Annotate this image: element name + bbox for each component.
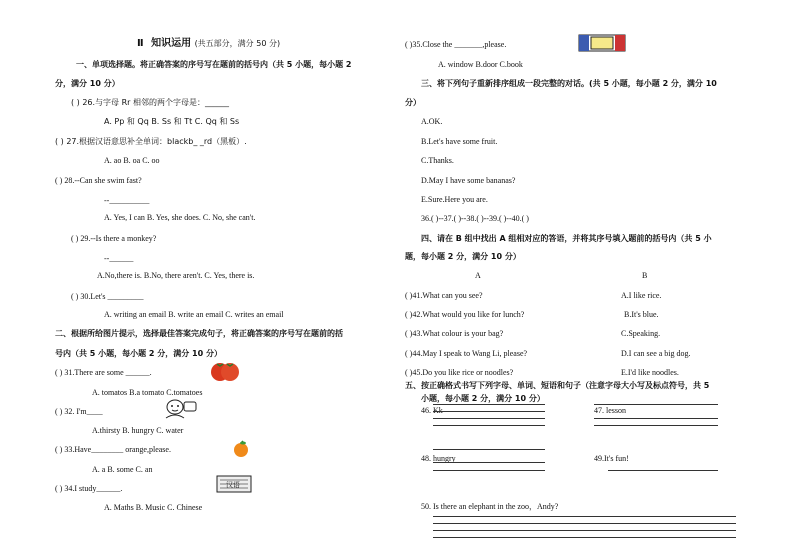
writing-line: [433, 537, 736, 538]
writing-line: [433, 411, 545, 412]
writing-line: [594, 404, 718, 405]
thirsty-child-icon: [160, 398, 198, 420]
q26-text: ( ) 26.与字母 Rr 相邻的两个字母是：______: [71, 98, 229, 107]
part3-line-b: B.Let's have some fruit.: [421, 137, 498, 146]
writing-line: [433, 516, 736, 517]
part3-heading: 三、将下列句子重新排序组成一段完整的对话。(共 5 小题，每小题 2 分，满分 10: [421, 79, 717, 88]
window-icon: [578, 33, 626, 53]
q27-text: ( ) 27.根据汉语意思补全单词：blackb_ _rd（黑板）.: [55, 137, 247, 146]
q30-text: ( ) 30.Let's _________: [71, 292, 144, 301]
writing-line: [594, 418, 718, 419]
q28-text: ( ) 28.--Can she swim fast?: [55, 176, 142, 185]
q29-text: ( ) 29.--Is there a monkey?: [71, 234, 157, 243]
answer-b: B.It's blue.: [624, 310, 659, 319]
q30-options: A. writing an email B. write an email C. writes an email: [104, 310, 284, 319]
q42-text: ( )42.What would you like for lunch?: [405, 310, 525, 319]
part3-heading-cont: 分）: [405, 98, 421, 107]
answer-e: E.I'd like noodles.: [621, 368, 679, 377]
q45-text: ( )45.Do you like rice or noodles?: [405, 368, 514, 377]
q32-options: A.thirsty B. hungry C. water: [92, 426, 184, 435]
q31-text: ( ) 31.There are some ______.: [55, 368, 152, 377]
answer-d: D.I can see a big dog.: [621, 349, 691, 358]
q26-options: A. Pp 和 Qq B. Ss 和 Tt C. Qq 和 Ss: [104, 117, 240, 126]
part2-heading-cont: 号内（共 5 小题，每小题 2 分，满分 10 分）: [55, 349, 222, 358]
part4-col-b: B: [642, 271, 648, 280]
q46-text: 46. Kk: [421, 406, 443, 415]
q34-text: ( ) 34.I study______.: [55, 484, 123, 493]
writing-line: [608, 470, 718, 471]
answer-c: C.Speaking.: [621, 329, 661, 338]
q48-text: 48. hungry: [421, 454, 456, 463]
q33-text: ( ) 33.Have________ orange,please.: [55, 445, 171, 454]
q32-text: ( ) 32. I'm____: [55, 407, 103, 416]
part4-heading: 四、请在 B 组中找出 A 组相对应的答语，并将其序号填入题前的括号内（共 5 小: [421, 234, 712, 243]
book-label: 汉语: [226, 481, 240, 489]
section-title: [137, 39, 280, 49]
writing-line: [433, 470, 545, 471]
writing-line: [433, 523, 736, 524]
q29-blank: --______: [104, 254, 134, 263]
writing-line: [433, 425, 545, 426]
orange-icon: [232, 440, 250, 458]
q44-text: ( )44.May I speak to Wang Li, please?: [405, 349, 528, 358]
writing-line: [433, 404, 545, 405]
q28-blank: --__________: [104, 196, 150, 205]
part2-heading: 二、根据所给图片提示，选择最佳答案完成句子，将正确答案的序号写在题前的括: [55, 329, 343, 338]
chinese-book-icon: [216, 474, 252, 494]
writing-line: [594, 425, 718, 426]
writing-line: [433, 530, 736, 531]
part1-heading: 一、单项选择题。将正确答案的序号写在题前的括号内（共 5 小题，每小题 2: [76, 60, 352, 69]
part3-line-d: D.May I have some bananas?: [421, 176, 516, 185]
q47-text: 47. lesson: [594, 406, 626, 415]
part1-heading-cont: 分，满分 10 分）: [55, 79, 120, 88]
section-name: 知识运用: [151, 38, 192, 49]
section-score: (共五部分，满分 50 分): [194, 39, 281, 48]
q33-options: A. a B. some C. an: [92, 465, 153, 474]
writing-line: [433, 449, 545, 450]
part3-line-c: C.Thanks.: [421, 156, 454, 165]
answer-a: A.I like rice.: [621, 291, 662, 300]
q41-text: ( )41.What can you see?: [405, 291, 483, 300]
part3-line-a: A.OK.: [421, 117, 443, 126]
section-numeral: Ⅱ: [137, 38, 144, 49]
q27-options: A. ao B. oa C. oo: [104, 156, 160, 165]
q35-options: A. window B.door C.book: [438, 60, 523, 69]
q49-text: 49.It's fun!: [594, 454, 629, 463]
q28-options: A. Yes, I can B. Yes, she does. C. No, she can't.: [104, 213, 256, 222]
part3-order: 36.( )--37.( )--38.( )--39.( )--40.( ): [421, 214, 529, 223]
part3-line-e: E.Sure.Here you are.: [421, 195, 488, 204]
part5-heading-cont: 小题，每小题 2 分，满分 10 分）: [421, 394, 545, 403]
part4-col-a: A: [475, 271, 481, 280]
part4-heading-cont: 题，每小题 2 分，满分 10 分）: [405, 252, 521, 261]
q31-options: A. tomatos B.a tomato C.tomatoes: [92, 388, 203, 397]
q43-text: ( )43.What colour is your bag?: [405, 329, 504, 338]
part5-heading: 五、按正确格式书写下列字母、单词、短语和句子（注意字母大小写及标点符号，共 5: [405, 381, 710, 390]
q29-options: A.No,there is. B.No, there aren't. C. Yes, there is.: [97, 271, 255, 280]
writing-line: [433, 462, 545, 463]
writing-line: [433, 418, 545, 419]
q35-text: ( )35.Close the _______,please.: [405, 40, 507, 49]
q50-text: 50. Is there an elephant in the zoo，Andy?: [421, 502, 559, 511]
tomatoes-icon: [208, 360, 242, 382]
q34-options: A. Maths B. Music C. Chinese: [104, 503, 203, 512]
